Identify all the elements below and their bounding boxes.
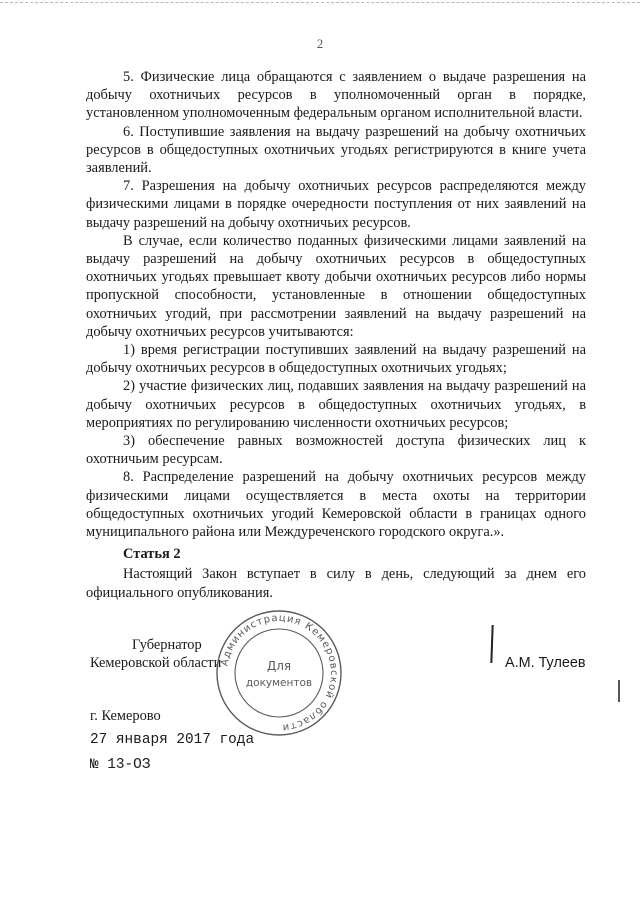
scan-edge-mark [618, 680, 620, 702]
signature-mark [490, 625, 493, 663]
stamp-outer-ring [217, 611, 341, 735]
paragraph-7-item-1: 1) время регистрации поступивших заявлений на выдачу разрешений на добычу охотничьих ресурсов в общедоступных охотничьих угодьях; [86, 342, 586, 377]
scan-top-edge [0, 2, 640, 3]
law-text [86, 68, 586, 541]
article-2-text [86, 565, 586, 603]
stamp-center-line1: Для [266, 659, 292, 673]
governor-name: А.М. Тулеев [505, 655, 586, 671]
law-number: № 13-ОЗ [90, 757, 151, 773]
place-of-signing: г. Кемерово [90, 708, 161, 724]
article-2-paragraph: Настоящий Закон вступает в силу в день, следующий за днем его официального опубликования. [86, 566, 586, 601]
paragraph-7: 7. Разрешения на добычу охотничьих ресурсов распределяются между физическими лицами в порядке очередности поступления от них заявлений на выдачу разрешений на добычу охотничьих ресурсов. [86, 178, 586, 231]
paragraph-5: 5. Физические лица обращаются с заявлением о выдаче разрешения на добычу охотничьих ресурсов в уполномоченный орган в порядке, установленном уполномоченным федеральным органом исполнительной власти. [86, 69, 586, 122]
stamp-center-line2: документов [245, 677, 313, 689]
paragraph-7-item-2: 2) участие физических лиц, подавших заявления на выдачу разрешений на добычу охотничьих ресурсов в общедоступных охотничьих угодьях, в мероприятиях по регулированию численности охотничьих ресурсов; [86, 378, 586, 431]
article-2-title: Статья 2 [123, 546, 181, 562]
official-stamp [214, 608, 344, 738]
page-number: 2 [316, 36, 324, 51]
paragraph-8: 8. Распределение разрешений на добычу охотничьих ресурсов между физическими лицами осуществляется в места охоты на территории общедоступных охотничьих угодий Кемеровской области в границах одного муниципального района или Междуреченского городского округа.». [86, 469, 586, 541]
paragraph-6: 6. Поступившие заявления на выдачу разрешений на добычу охотничьих ресурсов в общедоступных охотничьих угодьях регистрируются в книге учета заявлений. [86, 123, 586, 177]
governor-title: Губернатор [132, 637, 202, 653]
paragraph-7-item-3: 3) обеспечение равных возможностей доступа физических лиц к охотничьим ресурсам. [86, 433, 586, 468]
stamp-inner-ring [235, 629, 323, 717]
paragraph-7-case: В случае, если количество поданных физическими лицами заявлений на выдачу разрешений на добычу охотничьих ресурсов в общедоступных охотничьих угодьях превышает квоту добычи охотничьих ресурсов либо нормы пропускной способности, установленные в отношении общедоступных охотничьих угодий, при рассмотрении заявлений на выдачу разрешений на добычу охотничьих ресурсов учитываются: [86, 232, 586, 340]
stamp-ring-text: Администрация Кемеровской области [219, 612, 340, 734]
signing-date: 27 января 2017 года [90, 732, 255, 748]
governor-region: Кемеровской области [90, 655, 222, 671]
